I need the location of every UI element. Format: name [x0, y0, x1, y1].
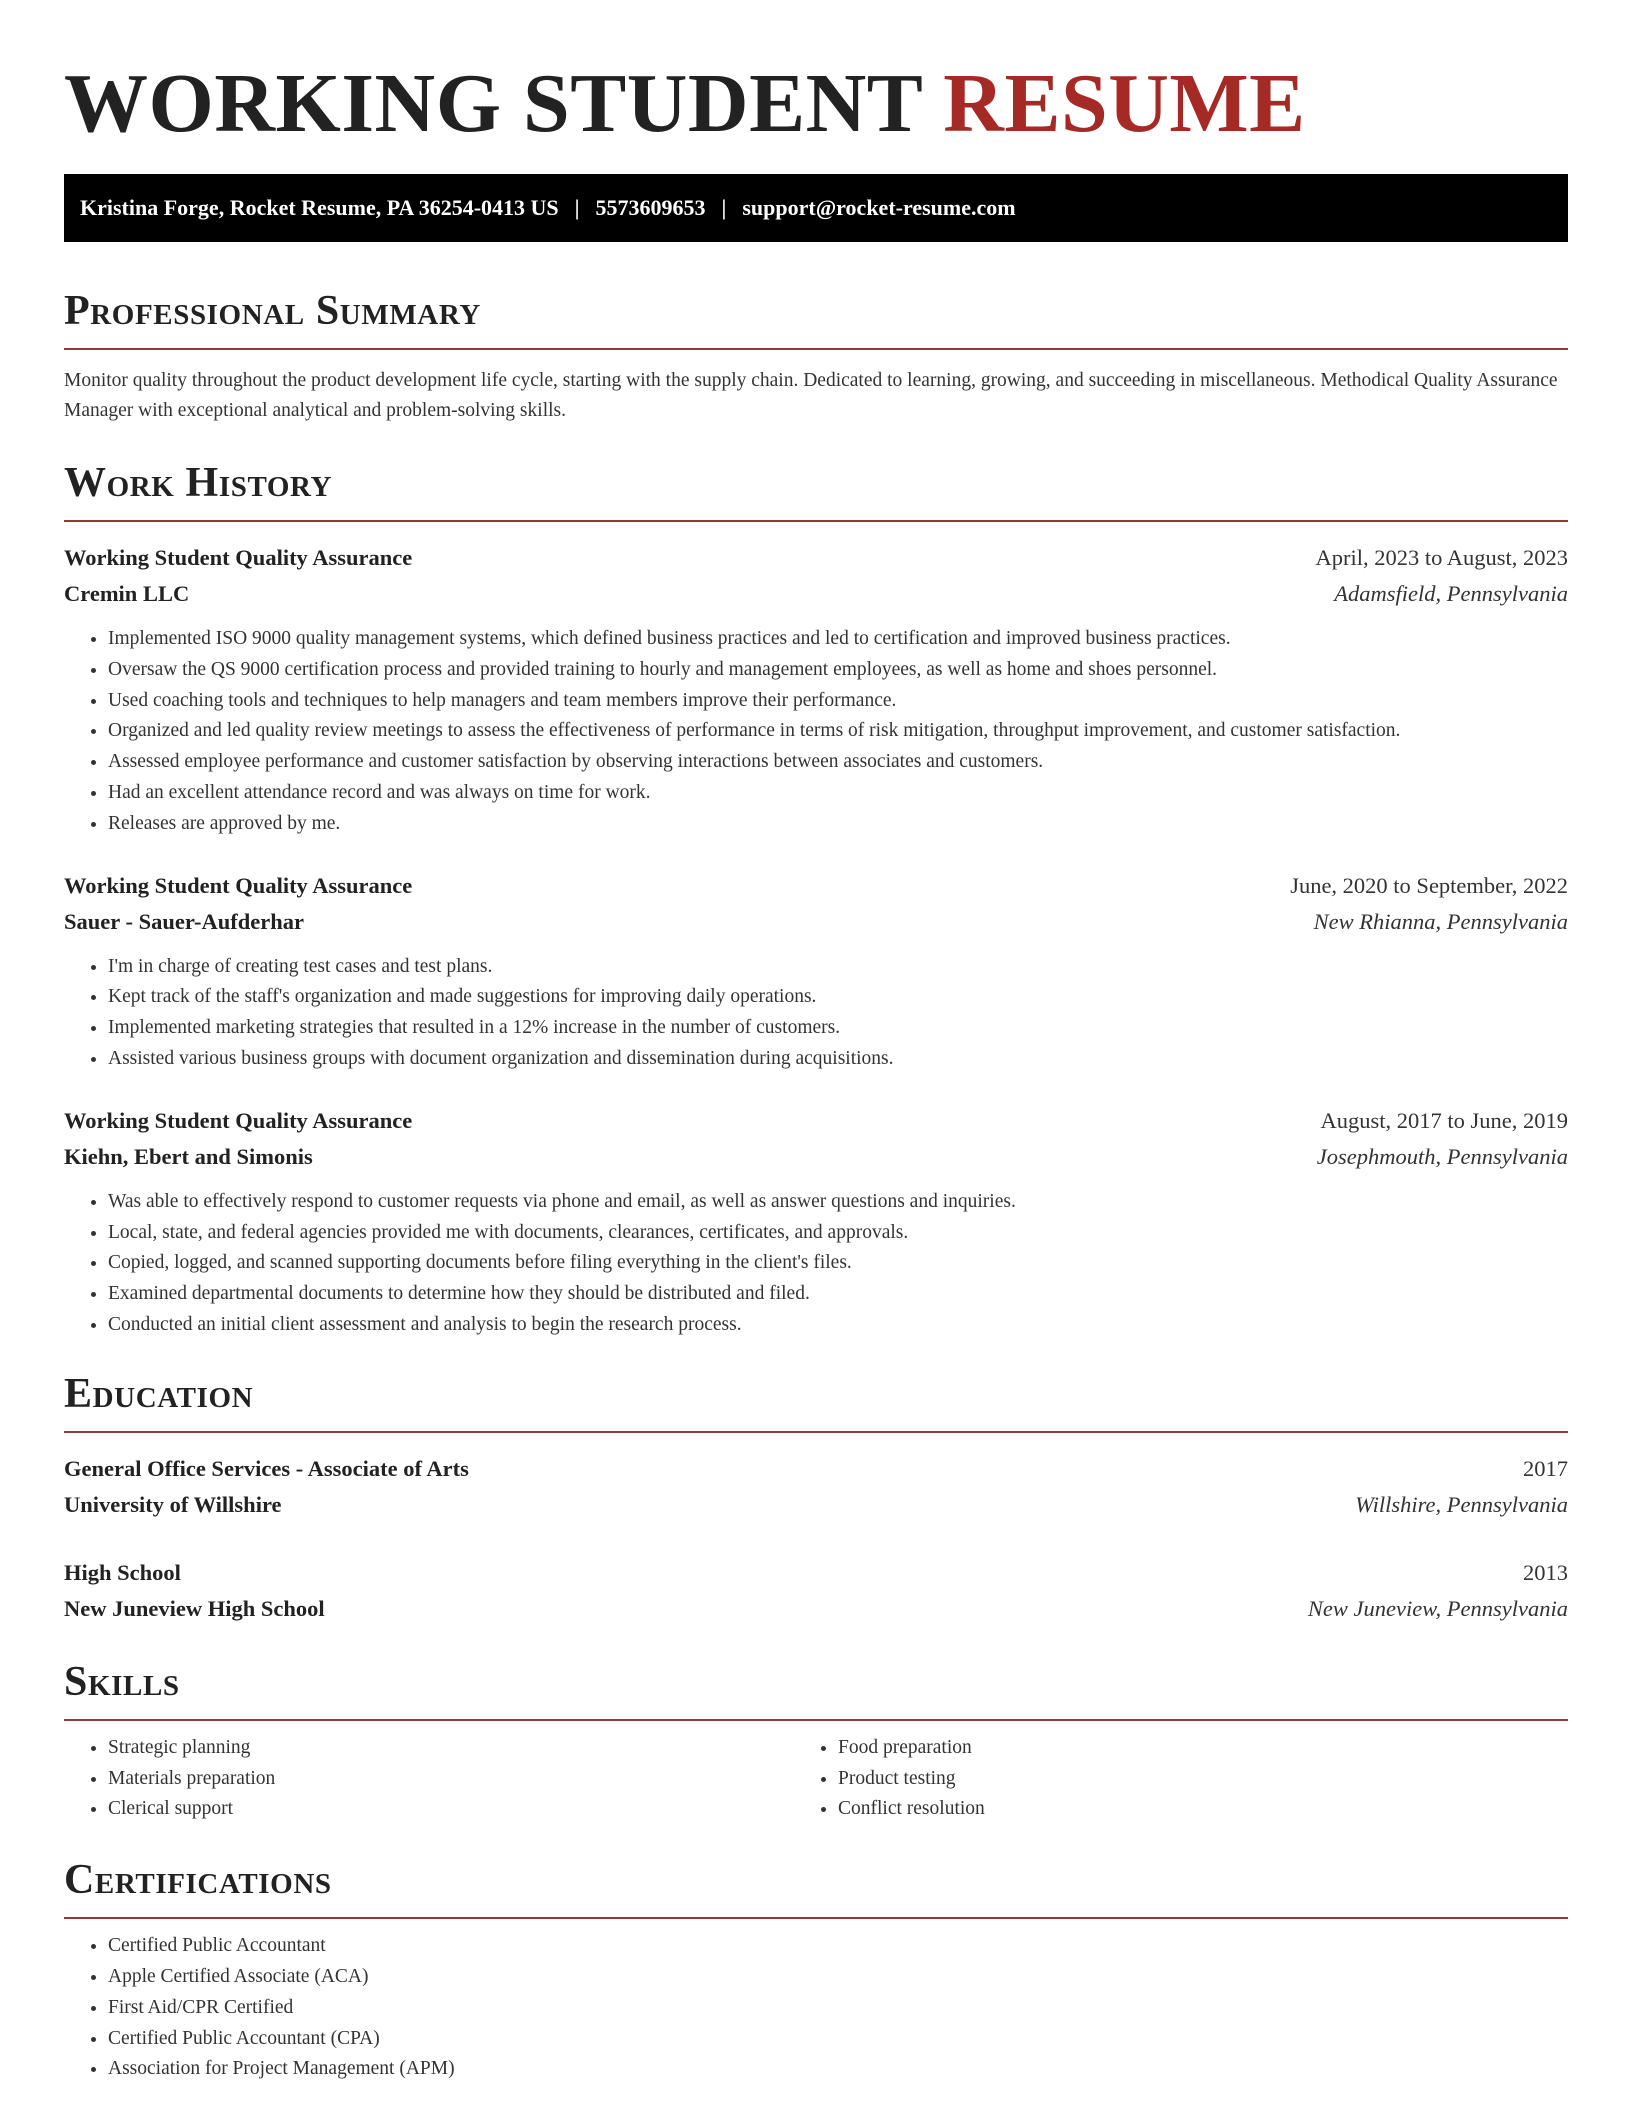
title-main: WORKING STUDENT	[64, 57, 922, 150]
skill-item: • Materials preparation	[108, 1764, 816, 1795]
certification-item: • Association for Project Management (APM)	[108, 2054, 1568, 2085]
contact-phone: 5573609653	[595, 195, 706, 220]
job-company: Cremin LLC	[64, 581, 190, 606]
section-heading: Professional Summary	[64, 288, 1568, 350]
job-bullet: • Had an excellent attendance record and was always on time for work.	[108, 778, 1568, 809]
job-title: Working Student Quality Assurance	[64, 1107, 413, 1133]
contact-email: support@rocket-resume.com	[742, 195, 1016, 220]
job-bullet: • Used coaching tools and techniques to help managers and team members improve their performance.	[108, 686, 1568, 717]
job-bullet: • Releases are approved by me.	[108, 809, 1568, 840]
education-entry	[64, 1451, 1568, 1523]
job-bullet: • Copied, logged, and scanned supporting documents before filing everything in the client's files.	[108, 1248, 1568, 1279]
job-bullet: • Implemented ISO 9000 quality management systems, which defined business practices and led to certification and improved business practices.	[108, 624, 1568, 655]
job-header-row	[64, 1103, 1568, 1139]
job-company: Kiehn, Ebert and Simonis	[64, 1143, 313, 1169]
certification-item: • Certified Public Accountant	[108, 1931, 1568, 1962]
job-title: Working Student Quality Assurance	[64, 872, 413, 898]
certification-item: • Certified Public Accountant (CPA)	[108, 2024, 1568, 2055]
education-degree: General Office Services - Associate of Arts	[64, 1455, 469, 1481]
job-entry	[64, 1103, 1568, 1341]
certification-item: • First Aid/CPR Certified	[108, 1993, 1568, 2024]
skill-item: • Clerical support	[108, 1794, 816, 1825]
professional-summary-section	[64, 288, 1568, 426]
job-dates: April, 2023 to August, 2023	[1315, 545, 1568, 570]
job-dates: August, 2017 to June, 2019	[1320, 1107, 1568, 1133]
contact-bar	[64, 174, 1568, 242]
certification-item: • Apple Certified Associate (ACA)	[108, 1962, 1568, 1993]
education-school: New Juneview High School	[64, 1595, 325, 1621]
education-year: 2017	[1523, 1455, 1568, 1481]
job-bullets	[64, 1187, 1568, 1341]
job-bullet: • Conducted an initial client assessment and analysis to begin the research process.	[108, 1310, 1568, 1341]
job-header-row	[64, 868, 1568, 904]
job-bullet: • Local, state, and federal agencies provided me with documents, clearances, certificates, and approvals.	[108, 1218, 1568, 1249]
job-bullet: • Oversaw the QS 9000 certification process and provided training to hourly and management employees, as well as home and shoes personnel.	[108, 655, 1568, 686]
job-bullets	[64, 624, 1568, 840]
title-accent: RESUME	[943, 57, 1306, 150]
skills-list-left	[64, 1733, 816, 1825]
certifications-list	[64, 1931, 1568, 2085]
section-heading: Skills	[64, 1659, 1568, 1721]
skill-item: • Conflict resolution	[838, 1794, 1568, 1825]
education-location: New Juneview, Pennsylvania	[1307, 1595, 1568, 1621]
contact-separator: |	[721, 195, 727, 220]
job-entry	[64, 540, 1568, 840]
certifications-section	[64, 1857, 1568, 2085]
job-bullet: • Implemented marketing strategies that resulted in a 12% increase in the number of customers.	[108, 1013, 1568, 1044]
skill-item: • Food preparation	[838, 1733, 1568, 1764]
job-dates: June, 2020 to September, 2022	[1290, 872, 1568, 898]
job-company-row	[64, 1139, 1568, 1175]
education-school-row	[64, 1487, 1568, 1523]
contact-address: Kristina Forge, Rocket Resume, PA 36254-0413 US	[80, 195, 559, 220]
education-header-row	[64, 1451, 1568, 1487]
section-heading: Education	[64, 1371, 1568, 1433]
job-bullet: • Was able to effectively respond to customer requests via phone and email, as well as answer questions and inquiries.	[108, 1187, 1568, 1218]
job-header-row	[64, 540, 1568, 576]
job-company-row	[64, 904, 1568, 940]
contact-separator: |	[574, 195, 580, 220]
education-section	[64, 1371, 1568, 1627]
section-heading: Work History	[64, 460, 1568, 522]
skill-item: • Strategic planning	[108, 1733, 816, 1764]
education-school: University of Willshire	[64, 1491, 282, 1517]
skill-item: • Product testing	[838, 1764, 1568, 1795]
education-header-row	[64, 1555, 1568, 1591]
job-bullet: • Kept track of the staff's organization and made suggestions for improving daily operations.	[108, 982, 1568, 1013]
skills-list-right	[816, 1733, 1568, 1825]
education-entry	[64, 1555, 1568, 1627]
work-history-section	[64, 460, 1568, 1341]
job-location: Josephmouth, Pennsylvania	[1316, 1143, 1568, 1169]
job-company: Sauer - Sauer-Aufderhar	[64, 908, 304, 934]
job-bullet: • Examined departmental documents to determine how they should be distributed and filed.	[108, 1279, 1568, 1310]
job-location: New Rhianna, Pennsylvania	[1313, 908, 1568, 934]
job-bullet: • Organized and led quality review meetings to assess the effectiveness of performance in terms of risk mitigation, throughput improvement, and customer satisfaction.	[108, 716, 1568, 747]
job-entry	[64, 868, 1568, 1075]
skills-section	[64, 1659, 1568, 1825]
skills-grid	[64, 1733, 1568, 1825]
resume-title	[64, 54, 1568, 154]
education-location: Willshire, Pennsylvania	[1355, 1491, 1568, 1517]
job-company-row	[64, 576, 1568, 612]
summary-text: Monitor quality throughout the product development life cycle, starting with the supply chain. Dedicated to learning, growing, and succeeding in miscellaneous. Methodical Quality Assurance Manager with exceptional analytical and problem-solving skills.	[64, 370, 1558, 421]
education-degree: High School	[64, 1559, 181, 1585]
job-title: Working Student Quality Assurance	[64, 545, 413, 570]
job-bullet: • Assessed employee performance and customer satisfaction by observing interactions between associates and customers.	[108, 747, 1568, 778]
job-bullet: • I'm in charge of creating test cases and test plans.	[108, 952, 1568, 983]
job-bullet: • Assisted various business groups with document organization and dissemination during acquisitions.	[108, 1044, 1568, 1075]
education-year: 2013	[1523, 1559, 1568, 1585]
education-school-row	[64, 1591, 1568, 1627]
job-bullets	[64, 952, 1568, 1075]
section-heading: Certifications	[64, 1857, 1568, 1919]
job-location: Adamsfield, Pennsylvania	[1334, 581, 1568, 606]
